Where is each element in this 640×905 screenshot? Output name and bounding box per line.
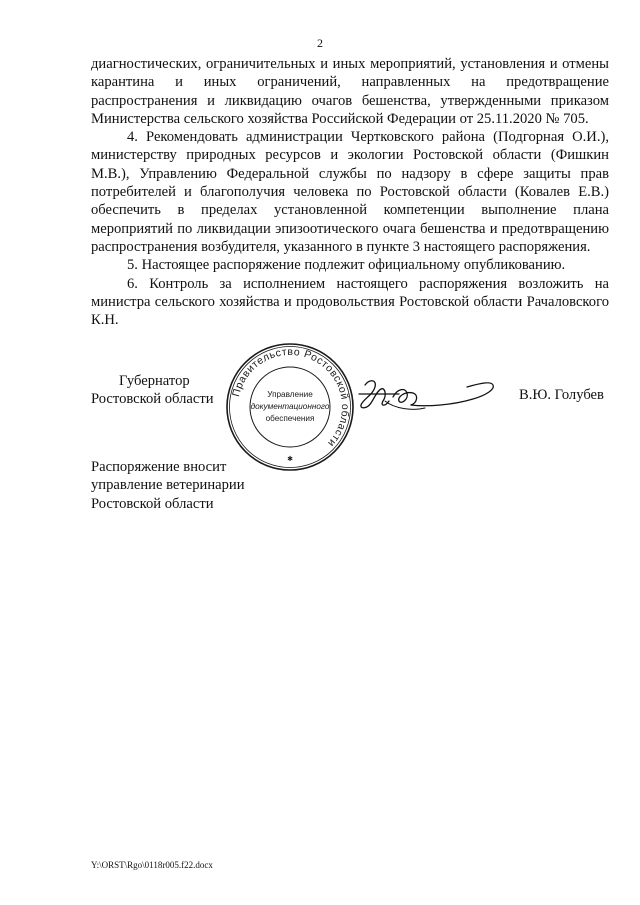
seal-center-line3: обеспечения (265, 414, 315, 423)
submitted-by-line3: Ростовской области (91, 495, 214, 512)
signer-position-line1: Губернатор (119, 373, 190, 389)
submitted-by-line1: Распоряжение вносит (91, 459, 227, 475)
paragraph-4: 4. Рекомендовать администрации Чертковского района (Подгорная О.И.), министерству природных ресурсов и экологии Ростовской области (Фишкин М.В.), Управлению Федеральной службы по надзору в сфере защиты прав потребителей и благополучия человека по Ростовской области (Ковалев Е.В.) обеспечить в пределах установленной компетенции выполнение плана мероприятий по ликвидации эпизоотического очага бешенства и предотвращению распространения возбудителя, указанного в пункте 3 настоящего распоряжения. (91, 129, 609, 255)
seal-center-line2: документационного (250, 402, 330, 411)
paragraph-continuation: диагностических, ограничительных и иных мероприятий, установления и отмены карантина и иных ограничений, направленных на предотвращение распространения и ликвидацию очагов бешенства, утвержденными приказом Министерства сельского хозяйства Российской Федерации от 25.11.2020 № 705. (91, 56, 609, 127)
seal-star-icon: ✱ (287, 455, 293, 463)
paragraph-6: 6. Контроль за исполнением настоящего распоряжения возложить на министра сельского хозяйства и продовольствия Ростовской области Рачаловского К.Н. (91, 275, 609, 329)
seal-ring-text: Правительство Ростовской области (230, 345, 352, 450)
handwritten-signature (355, 375, 500, 415)
seal-center-line1: Управление (267, 390, 313, 399)
submitted-by (91, 458, 245, 513)
page-number: 2 (317, 36, 323, 50)
signer-name: В.Ю. Голубев (519, 387, 604, 403)
footer-file-path: Y:\ORST\Rgo\0118r005.f22.docx (91, 860, 213, 870)
signer-position (91, 372, 214, 409)
document-body (91, 55, 609, 329)
signer-position-line2: Ростовской области (91, 391, 214, 408)
official-seal (225, 342, 355, 472)
paragraph-5: 5. Настоящее распоряжение подлежит официальному опубликованию. (127, 257, 566, 274)
submitted-by-line2: управление ветеринарии (91, 477, 245, 494)
